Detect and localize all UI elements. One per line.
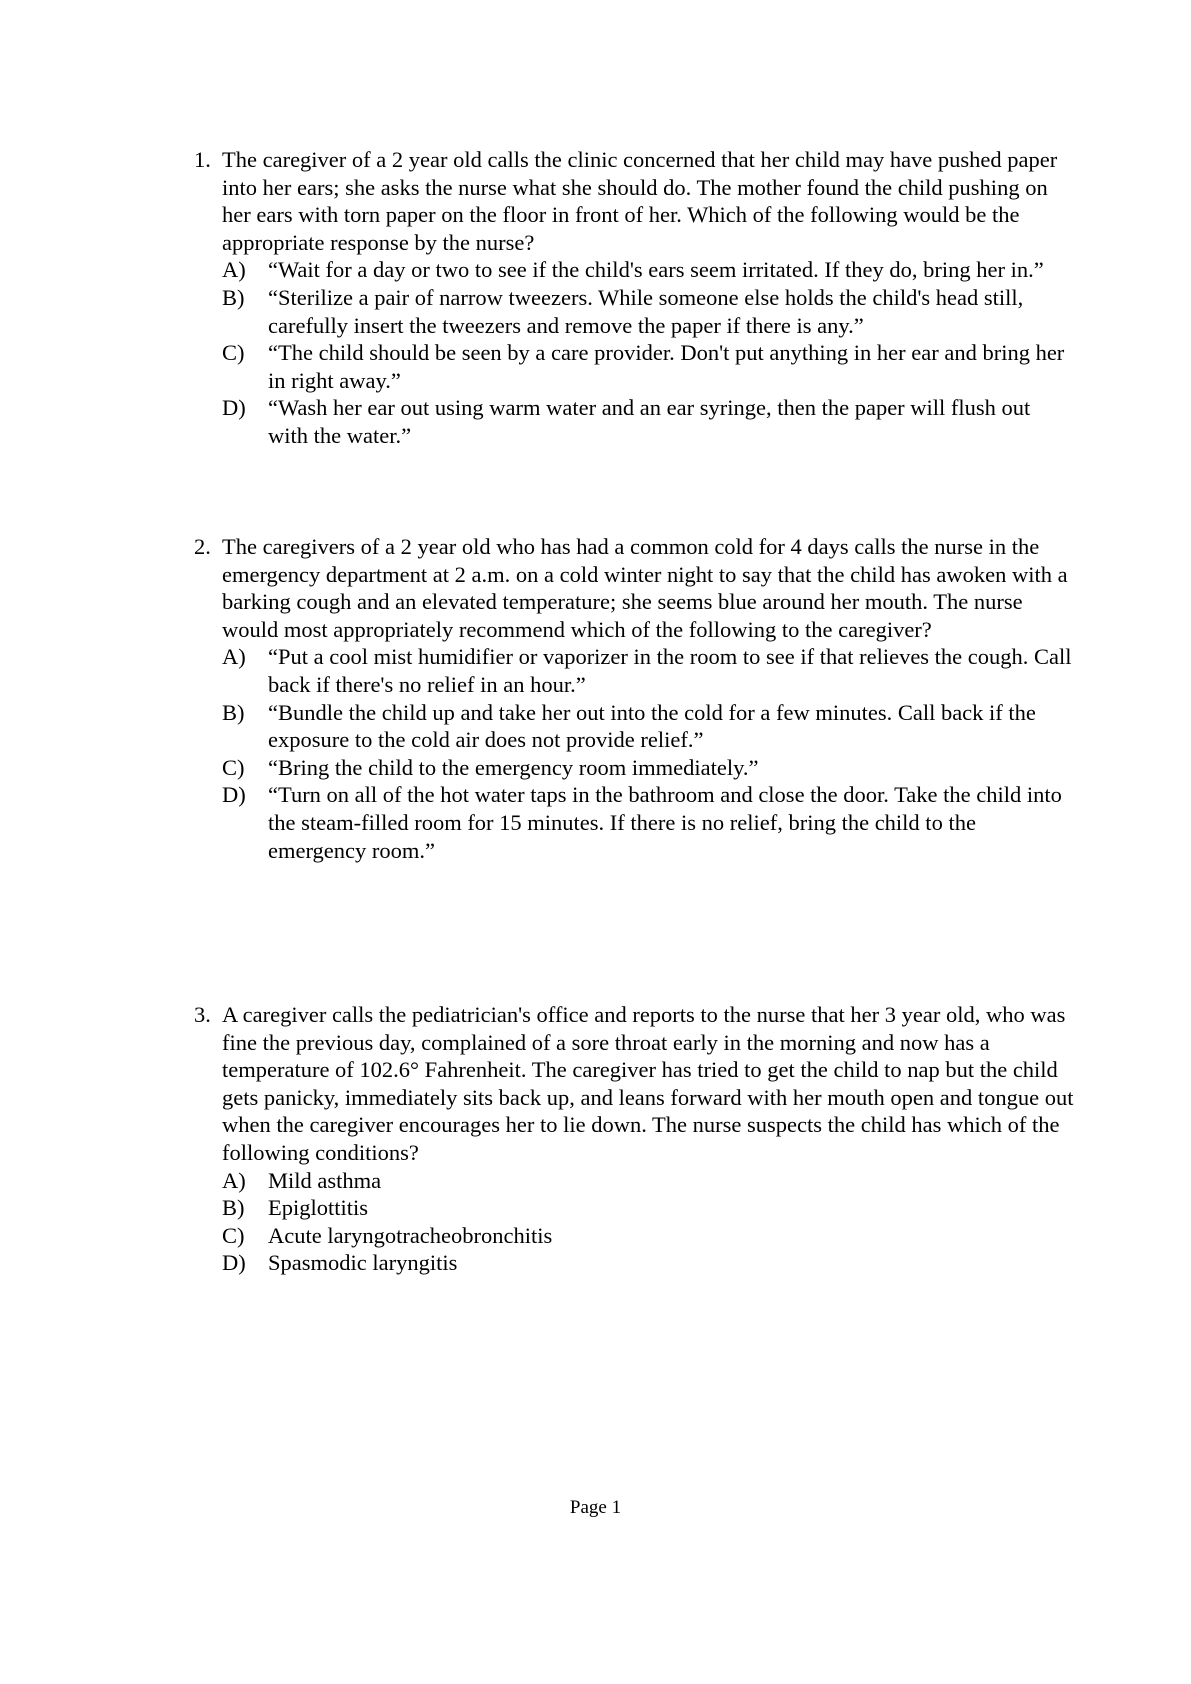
question-3 xyxy=(194,1001,1074,1277)
question-3-option-b xyxy=(222,1194,1074,1222)
option-letter: D) xyxy=(222,395,246,421)
option-letter: A) xyxy=(222,644,246,670)
question-3-option-a xyxy=(222,1167,1074,1195)
option-letter: D) xyxy=(222,782,246,808)
option-text: Epiglottitis xyxy=(268,1195,369,1221)
option-letter: C) xyxy=(222,340,245,366)
question-2-stem: The caregivers of a 2 year old who has had a common cold for 4 days calls the nurse in the emergency department at 2 a.m. on a cold winter night to say that the child has awoken with a barking cough and an elevated temperature; she seems blue around her mouth. The nurse would most appropriately recommend which of the following to the caregiver? xyxy=(222,534,1068,642)
option-letter: D) xyxy=(222,1250,246,1276)
option-letter: C) xyxy=(222,1222,245,1248)
question-2-option-b xyxy=(222,699,1074,754)
question-2-number: 2. xyxy=(194,534,211,559)
option-text: Mild asthma xyxy=(268,1167,382,1193)
option-text: “Wait for a day or two to see if the child's ears seem irritated. If they do, bring her in.” xyxy=(268,257,1044,283)
option-letter: A) xyxy=(222,1167,246,1193)
question-3-stem-row xyxy=(194,1001,1074,1167)
option-letter: B) xyxy=(222,699,245,725)
option-letter: B) xyxy=(222,284,245,310)
option-text: “Put a cool mist humidifier or vaporizer in the room to see if that relieves the cough. Call back if there's no relief in an hour.” xyxy=(268,644,1072,697)
page-number: Page 1 xyxy=(569,1497,622,1518)
question-3-options xyxy=(222,1167,1074,1277)
question-2-option-a xyxy=(222,643,1074,698)
page-footer xyxy=(0,1496,1191,1520)
question-1 xyxy=(194,146,1074,450)
option-text: “Bring the child to the emergency room immediately.” xyxy=(268,754,759,780)
question-1-option-a xyxy=(222,256,1074,284)
question-1-stem-row xyxy=(194,146,1074,256)
question-2-option-d xyxy=(222,781,1074,864)
option-letter: C) xyxy=(222,754,245,780)
option-letter: A) xyxy=(222,257,246,283)
question-3-option-d xyxy=(222,1249,1074,1277)
question-3-option-c xyxy=(222,1222,1074,1250)
option-text: “The child should be seen by a care provider. Don't put anything in her ear and bring her in right away.” xyxy=(268,340,1065,393)
option-text: Spasmodic laryngitis xyxy=(268,1250,458,1276)
option-text: “Wash her ear out using warm water and an ear syringe, then the paper will flush out with the water.” xyxy=(268,395,1031,448)
option-text: “Sterilize a pair of narrow tweezers. While someone else holds the child's head still, carefully insert the tweezers and remove the paper if there is any.” xyxy=(268,284,1024,338)
question-3-stem: A caregiver calls the pediatrician's office and reports to the nurse that her 3 year old, who was fine the previous day, complained of a sore throat early in the morning and now has a temperature of 102.6° Fahrenheit. The caregiver has tried to get the child to nap but the child gets panicky, immediately sits back up, and leans forward with her mouth open and tongue out when the caregiver encourages her to lie down. The nurse suspects the child has which of the following conditions? xyxy=(222,1002,1074,1165)
question-2 xyxy=(194,533,1074,864)
question-2-options xyxy=(222,643,1074,864)
option-text: Acute laryngotracheobronchitis xyxy=(268,1222,553,1248)
option-letter: B) xyxy=(222,1195,245,1221)
option-text: “Turn on all of the hot water taps in the bathroom and close the door. Take the child into the steam-filled room for 15 minutes. If there is no relief, bring the child to the emergency room.” xyxy=(268,782,1062,863)
question-1-options xyxy=(222,256,1074,449)
option-text: “Bundle the child up and take her out into the cold for a few minutes. Call back if the exposure to the cold air does not provide relief.” xyxy=(268,699,1036,753)
question-2-stem-row xyxy=(194,533,1074,643)
question-3-number: 3. xyxy=(194,1002,211,1027)
question-1-option-d xyxy=(222,394,1074,449)
question-1-option-b xyxy=(222,284,1074,339)
question-1-option-c xyxy=(222,339,1074,394)
question-1-number: 1. xyxy=(194,147,211,172)
question-1-stem: The caregiver of a 2 year old calls the clinic concerned that her child may have pushed paper into her ears; she asks the nurse what she should do. The mother found the child pushing on her ears with torn paper on the floor in front of her. Which of the following would be the appropriate response by the nurse? xyxy=(222,147,1058,255)
question-2-option-c xyxy=(222,754,1074,782)
